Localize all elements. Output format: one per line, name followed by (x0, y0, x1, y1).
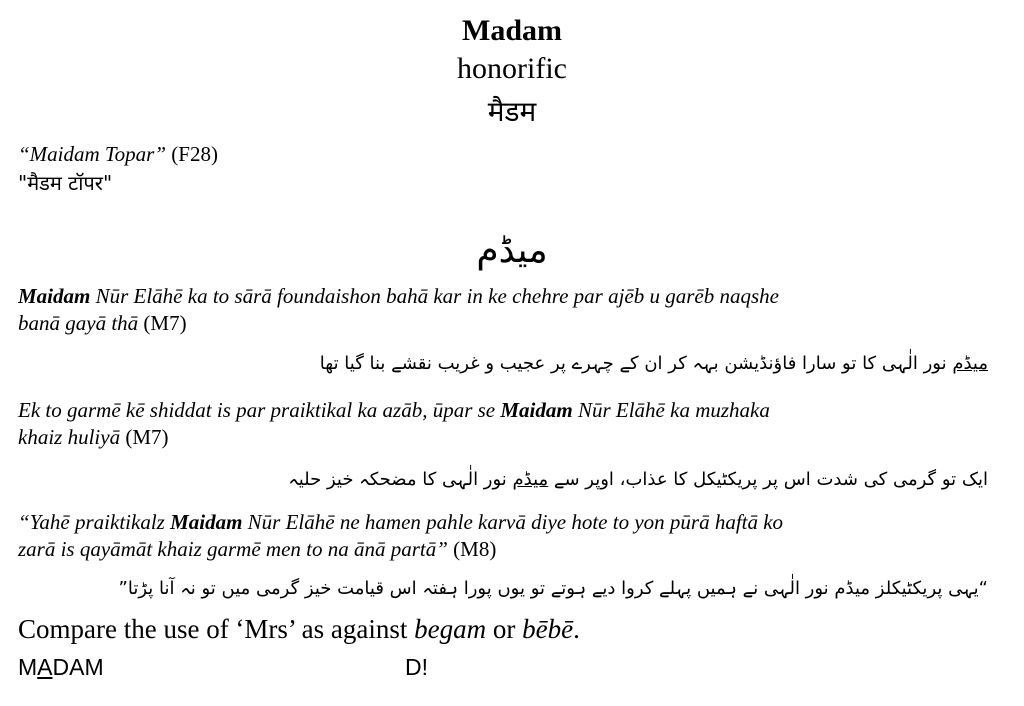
example-3-ref: (M8) (447, 537, 497, 561)
compare-term-bebe: bēbē (522, 614, 574, 644)
example-2-urdu-text-b: نور الٰہی کا مضحکہ خیز حلیہ (288, 469, 513, 490)
urdu-headword: میڈم (476, 230, 548, 271)
example-2-line-2 (18, 425, 169, 450)
example-3-text-b: Nūr Elāhē ne hamen pahle karvā diye hote to yon pūrā haftā ko (242, 510, 784, 534)
footer-left-pre: M (18, 654, 38, 680)
example-2-term: Maidam (500, 398, 573, 422)
example-2-line-1 (18, 398, 770, 423)
example-2-text-cont: khaiz huliyā (18, 425, 121, 449)
example-2-urdu-term: میڈم (512, 469, 549, 490)
example-1-text: Nūr Elāhē ka to sārā foundaishon bahā kar in ke chehre par ajēb u garēb naqshe (90, 284, 779, 308)
example-3-urdu: “یہی پریکٹیکلز میڈم نور الٰہی نے ہمیں پہلے کروا دیے ہوتے تو یوں پورا ہفتہ اس قیامت خیز گرمی میں تو نہ آنا پڑتا” (118, 578, 988, 599)
example-2-text-b: Nūr Elāhē ka muzhaka (572, 398, 770, 422)
example-2-urdu-text: ایک تو گرمی کی شدت اس پر پریکٹیکل کا عذاب، اوپر سے (548, 469, 988, 490)
example-1-text-cont: banā gayā thā (18, 311, 139, 335)
example-2-urdu (18, 469, 988, 490)
footer-code-left (18, 654, 104, 681)
example-1-urdu-text: نور الٰہی کا تو سارا فاؤنڈیشن بہہ کر ان کے چہرے پر عجیب و غریب نقشے بنا گیا تھا (319, 353, 953, 374)
example-3-line-1 (18, 510, 783, 535)
compare-term-begam: begam (414, 614, 487, 644)
footer-code-right: D! (405, 654, 428, 680)
location-example (18, 142, 218, 167)
example-1-urdu-term: میڈم (952, 353, 988, 374)
location-ref: (F28) (171, 142, 218, 166)
location-quote: “Maidam Topar” (18, 142, 167, 166)
location-example-hindi: "मैडम टॉपर" (18, 171, 113, 195)
example-1-line-2 (18, 311, 187, 336)
example-3-line-2 (18, 537, 496, 562)
hindi-headword: मैडम (487, 95, 537, 128)
example-1-ref: (M7) (138, 311, 187, 335)
example-3-term: Maidam (170, 510, 243, 534)
example-1-line-1 (18, 284, 779, 309)
example-1-term: Maidam (18, 284, 91, 308)
example-2-ref: (M7) (120, 425, 169, 449)
footer-left-post: DAM (52, 654, 104, 680)
headword: Madam (462, 14, 562, 47)
compare-suffix: . (573, 614, 580, 644)
example-3-text: “Yahē praiktikalz (18, 510, 171, 534)
compare-note (18, 614, 580, 645)
example-2-text: Ek to garmē kē shiddat is par praiktikal ka azāb, ūpar se (18, 398, 501, 422)
part-of-speech: honorific (457, 52, 567, 85)
example-3-text-cont: zarā is qayāmāt khaiz garmē men to na ānā partā” (18, 537, 448, 561)
compare-prefix: Compare the use of ‘Mrs’ as against (18, 614, 415, 644)
compare-mid: or (486, 614, 523, 644)
example-1-urdu (18, 353, 988, 374)
footer-left-underlined: A (37, 654, 53, 680)
